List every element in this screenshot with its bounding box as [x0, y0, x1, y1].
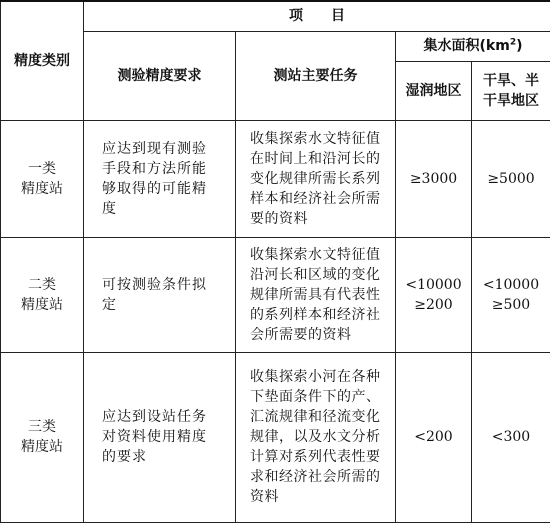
header-humid: 湿润地区: [396, 61, 472, 120]
row-humid-area: ≥3000: [396, 120, 472, 237]
row-arid-area: <10000 ≥500: [472, 237, 550, 352]
header-row-1: [1, 1, 550, 31]
row-humid-area: <10000 ≥200: [396, 237, 472, 352]
row-humid-area: <200: [396, 352, 472, 522]
table-row: [1, 352, 550, 522]
row-requirement: 应达到设站任务对资料使用精度的要求: [84, 352, 236, 522]
header-arid: 干旱、半 干旱地区: [472, 61, 550, 120]
header-area-sup: 2: [510, 37, 516, 47]
header-row-2: [1, 31, 550, 61]
row-task: 收集探索水文特征值在时间上和沿河长的变化规律所需长系列样本和经济社会所需要的资料: [236, 120, 396, 237]
header-catchment-area: [396, 31, 550, 61]
row-category: 三类 精度站: [1, 352, 84, 522]
header-category: 精度类别: [1, 1, 84, 120]
header-items: 项 目: [84, 1, 550, 31]
row-requirement: 可按测验条件拟定: [84, 237, 236, 352]
row-category: 一类 精度站: [1, 120, 84, 237]
table-row: [1, 120, 550, 237]
row-requirement: 应达到现有测验手段和方法所能够取得的可能精度: [84, 120, 236, 237]
row-task: 收集探索小河在各种下垫面条件下的产、汇流规律和径流变化规律，以及水文分析计算对系列代表性要求和经济社会所需的资料: [236, 352, 396, 522]
header-task: 测站主要任务: [236, 31, 396, 120]
row-category: 二类 精度站: [1, 237, 84, 352]
table-row: [1, 237, 550, 352]
header-requirement: 测验精度要求: [84, 31, 236, 120]
header-area-suffix: ): [516, 38, 522, 54]
row-arid-area: <300: [472, 352, 550, 522]
row-task: 收集探索水文特征值沿河长和区域的变化规律所需具有代表性的系列样本和经济社会所需要的资料: [236, 237, 396, 352]
row-arid-area: ≥5000: [472, 120, 550, 237]
header-area-prefix: 集水面积(km: [424, 38, 510, 54]
